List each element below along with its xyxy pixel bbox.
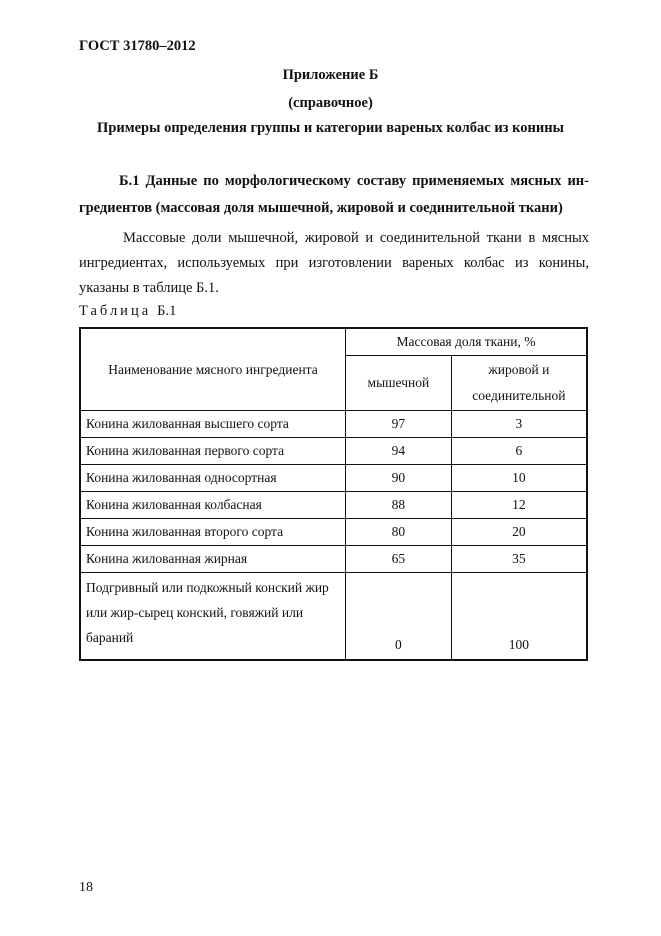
- section-paragraph: Массовые доли мышечной, жировой и соединительной ткани в мясных ингредиентах, используемых при изготовлении вареных колбас из конины, указаны в таблице Б.1.: [79, 230, 589, 296]
- page-number: 18: [79, 880, 93, 895]
- table-header-muscle: мышечной: [346, 356, 452, 411]
- row-muscle: 0: [346, 573, 452, 661]
- table-header-fat: [451, 356, 587, 411]
- row-fat: 6: [451, 438, 587, 465]
- row-fat: 3: [451, 411, 587, 438]
- row-name: Конина жилованная высшего сорта: [80, 411, 346, 438]
- table-row: [80, 411, 587, 438]
- appendix-heading: Примеры определения группы и категории вареных колбас из конины: [97, 120, 564, 136]
- table-caption: [79, 303, 176, 320]
- row-muscle: 94: [346, 438, 452, 465]
- row-muscle: 90: [346, 465, 452, 492]
- row-muscle: 80: [346, 519, 452, 546]
- table-row: [80, 519, 587, 546]
- row-fat: 10: [451, 465, 587, 492]
- row-name: Конина жилованная односортная: [80, 465, 346, 492]
- row-name: Конина жилованная первого сорта: [80, 438, 346, 465]
- table-caption-number: Б.1: [157, 303, 177, 319]
- section-heading: Б.1 Данные по морфологическому составу применяемых мясных ин- гредиентов (массовая доля мышечной, жировой и соединительной ткани): [79, 173, 589, 216]
- table-row: [80, 492, 587, 519]
- row-name: Конина жилованная колбасная: [80, 492, 346, 519]
- table-header-group: Массовая доля ткани, %: [346, 328, 587, 356]
- row-fat: 100: [451, 573, 587, 661]
- row-fat: 20: [451, 519, 587, 546]
- table-row: [80, 465, 587, 492]
- row-fat: 12: [451, 492, 587, 519]
- table-header-fat-line1: жировой и: [488, 362, 550, 377]
- document-standard-code: ГОСТ 31780–2012: [79, 38, 196, 54]
- row-fat: 35: [451, 546, 587, 573]
- ingredients-table: [79, 327, 588, 661]
- appendix-title: Приложение Б: [282, 67, 379, 83]
- table-row: [80, 573, 587, 661]
- row-name: Подгривный или подкожный конский жир или жир-сырец конский, говяжий или бараний: [80, 573, 346, 661]
- table-caption-word: Таблица: [79, 303, 152, 319]
- table-header-name: Наименование мясного ингредиента: [80, 328, 346, 411]
- table-row: [80, 438, 587, 465]
- row-name: Конина жилованная второго сорта: [80, 519, 346, 546]
- appendix-status: (справочное): [288, 95, 373, 111]
- row-muscle: 97: [346, 411, 452, 438]
- row-name: Конина жилованная жирная: [80, 546, 346, 573]
- table-row: [80, 546, 587, 573]
- row-muscle: 88: [346, 492, 452, 519]
- row-muscle: 65: [346, 546, 452, 573]
- table-header-fat-line2: соединительной: [472, 388, 566, 403]
